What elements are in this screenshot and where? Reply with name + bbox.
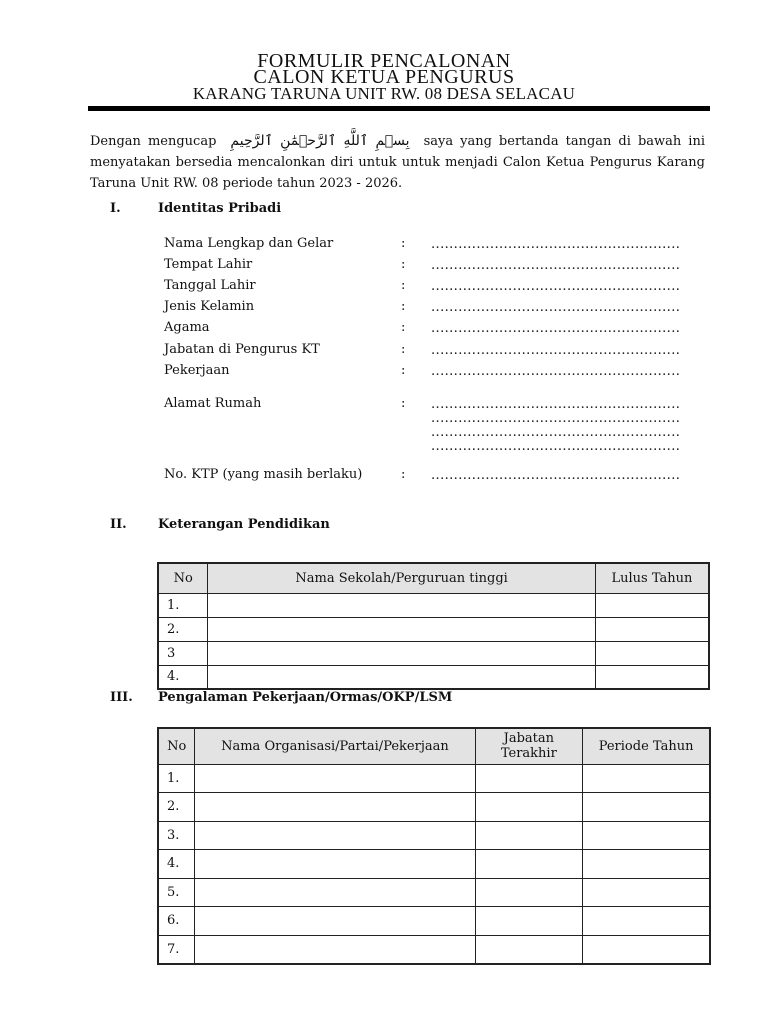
org-position-cell[interactable] <box>475 850 583 879</box>
section2-number: II. <box>110 517 127 532</box>
org-position-cell[interactable] <box>475 764 583 793</box>
org-period-cell[interactable] <box>583 764 710 793</box>
field-label: Agama <box>164 320 210 335</box>
field-colon: : <box>401 236 406 251</box>
year-cell[interactable] <box>595 617 709 641</box>
org-header-no: No <box>158 728 195 764</box>
education-table <box>157 562 710 690</box>
org-name-cell[interactable] <box>195 821 475 850</box>
row-number: 5. <box>158 878 195 907</box>
table-row <box>158 593 709 617</box>
table-row <box>158 764 710 793</box>
org-header-name: Nama Organisasi/Partai/Pekerjaan <box>195 728 475 764</box>
address-line-4[interactable]: ....................................................... <box>431 439 681 454</box>
field-label-ktp: No. KTP (yang masih berlaku) <box>164 467 363 482</box>
org-name-cell[interactable] <box>195 878 475 907</box>
form-title-line1: FORMULIR PENCALONAN <box>257 50 511 72</box>
form-title-line2: CALON KETUA PENGURUS <box>253 66 515 88</box>
table-row <box>158 878 710 907</box>
field-dots[interactable]: ....................................................... <box>431 237 681 252</box>
field-label: Nama Lengkap dan Gelar <box>164 236 334 251</box>
school-cell[interactable] <box>208 641 596 665</box>
row-number: 7. <box>158 935 195 964</box>
row-number: 4. <box>158 665 208 689</box>
section1-title: Identitas Pribadi <box>158 201 282 216</box>
table-row <box>158 821 710 850</box>
row-number: 6. <box>158 907 195 936</box>
org-name-cell[interactable] <box>195 850 475 879</box>
field-colon: : <box>401 363 406 378</box>
section2-title: Keterangan Pendidikan <box>158 517 330 532</box>
field-label: Jabatan di Pengurus KT <box>164 342 320 357</box>
org-header-position: Jabatan Terakhir <box>475 728 583 764</box>
org-period-cell[interactable] <box>583 935 710 964</box>
row-number: 2. <box>158 793 195 822</box>
edu-header-school: Nama Sekolah/Perguruan tinggi <box>208 563 596 593</box>
intro-before: Dengan mengucap <box>90 134 217 149</box>
org-name-cell[interactable] <box>195 907 475 936</box>
year-cell[interactable] <box>595 641 709 665</box>
edu-header-year: Lulus Tahun <box>595 563 709 593</box>
intro-after: saya yang bertanda tangan di bawah ini menyatakan bersedia mencalonkan diri untuk untuk menjadi Calon Ketua Pengurus Karang Taruna Unit RW. 08 periode tahun 2023 - 2026. <box>90 134 705 191</box>
edu-header-no: No <box>158 563 208 593</box>
field-label: Jenis Kelamin <box>164 299 255 314</box>
table-row <box>158 935 710 964</box>
section3-title: Pengalaman Pekerjaan/Ormas/OKP/LSM <box>158 690 453 705</box>
row-number: 4. <box>158 850 195 879</box>
org-period-cell[interactable] <box>583 793 710 822</box>
field-dots[interactable]: ....................................................... <box>431 258 681 273</box>
field-colon: : <box>401 257 406 272</box>
school-cell[interactable] <box>208 593 596 617</box>
org-period-cell[interactable] <box>583 907 710 936</box>
address-line-2[interactable]: ....................................................... <box>431 411 681 426</box>
table-row <box>158 793 710 822</box>
field-colon: : <box>401 278 406 293</box>
table-row <box>158 641 709 665</box>
header-divider <box>88 106 710 111</box>
section1-number: I. <box>110 201 121 216</box>
field-colon: : <box>401 299 406 314</box>
field-dots[interactable]: ....................................................... <box>431 343 681 358</box>
field-dots[interactable]: ....................................................... <box>431 279 681 294</box>
org-period-cell[interactable] <box>583 821 710 850</box>
field-colon-ktp: : <box>401 467 406 482</box>
row-number: 3 <box>158 641 208 665</box>
field-label: Tempat Lahir <box>164 257 253 272</box>
field-label: Pekerjaan <box>164 363 230 378</box>
field-dots[interactable]: ....................................................... <box>431 300 681 315</box>
org-period-cell[interactable] <box>583 850 710 879</box>
field-dots[interactable]: ....................................................... <box>431 321 681 336</box>
year-cell[interactable] <box>595 593 709 617</box>
org-position-cell[interactable] <box>475 878 583 907</box>
field-dots[interactable]: ....................................................... <box>431 364 681 379</box>
row-number: 3. <box>158 821 195 850</box>
org-name-cell[interactable] <box>195 935 475 964</box>
field-dots-ktp[interactable]: ....................................................... <box>431 468 681 483</box>
basmala-text: بِسۡمِ ٱللَّهِ ٱلرَّحۡمَٰنِ ٱلرَّحِيمِ <box>230 133 410 149</box>
org-header-period: Periode Tahun <box>583 728 710 764</box>
address-line-3[interactable]: ....................................................... <box>431 425 681 440</box>
org-position-cell[interactable] <box>475 907 583 936</box>
table-row <box>158 850 710 879</box>
experience-table <box>157 727 711 965</box>
org-name-cell[interactable] <box>195 764 475 793</box>
field-label: Tanggal Lahir <box>164 278 256 293</box>
table-row <box>158 617 709 641</box>
field-label-address: Alamat Rumah <box>164 396 262 411</box>
org-period-cell[interactable] <box>583 878 710 907</box>
row-number: 1. <box>158 764 195 793</box>
field-colon: : <box>401 342 406 357</box>
intro-paragraph <box>90 131 705 194</box>
field-colon: : <box>401 320 406 335</box>
table-row <box>158 907 710 936</box>
field-colon-address: : <box>401 396 406 411</box>
row-number: 1. <box>158 593 208 617</box>
org-name-cell[interactable] <box>195 793 475 822</box>
school-cell[interactable] <box>208 665 596 689</box>
form-title-line3: KARANG TARUNA UNIT RW. 08 DESA SELACAU <box>192 84 576 103</box>
section3-number: III. <box>110 690 133 705</box>
address-line-1[interactable]: ....................................................... <box>431 397 681 412</box>
org-position-cell[interactable] <box>475 821 583 850</box>
table-row <box>158 665 709 689</box>
org-position-cell[interactable] <box>475 793 583 822</box>
org-position-cell[interactable] <box>475 935 583 964</box>
school-cell[interactable] <box>208 617 596 641</box>
year-cell[interactable] <box>595 665 709 689</box>
row-number: 2. <box>158 617 208 641</box>
